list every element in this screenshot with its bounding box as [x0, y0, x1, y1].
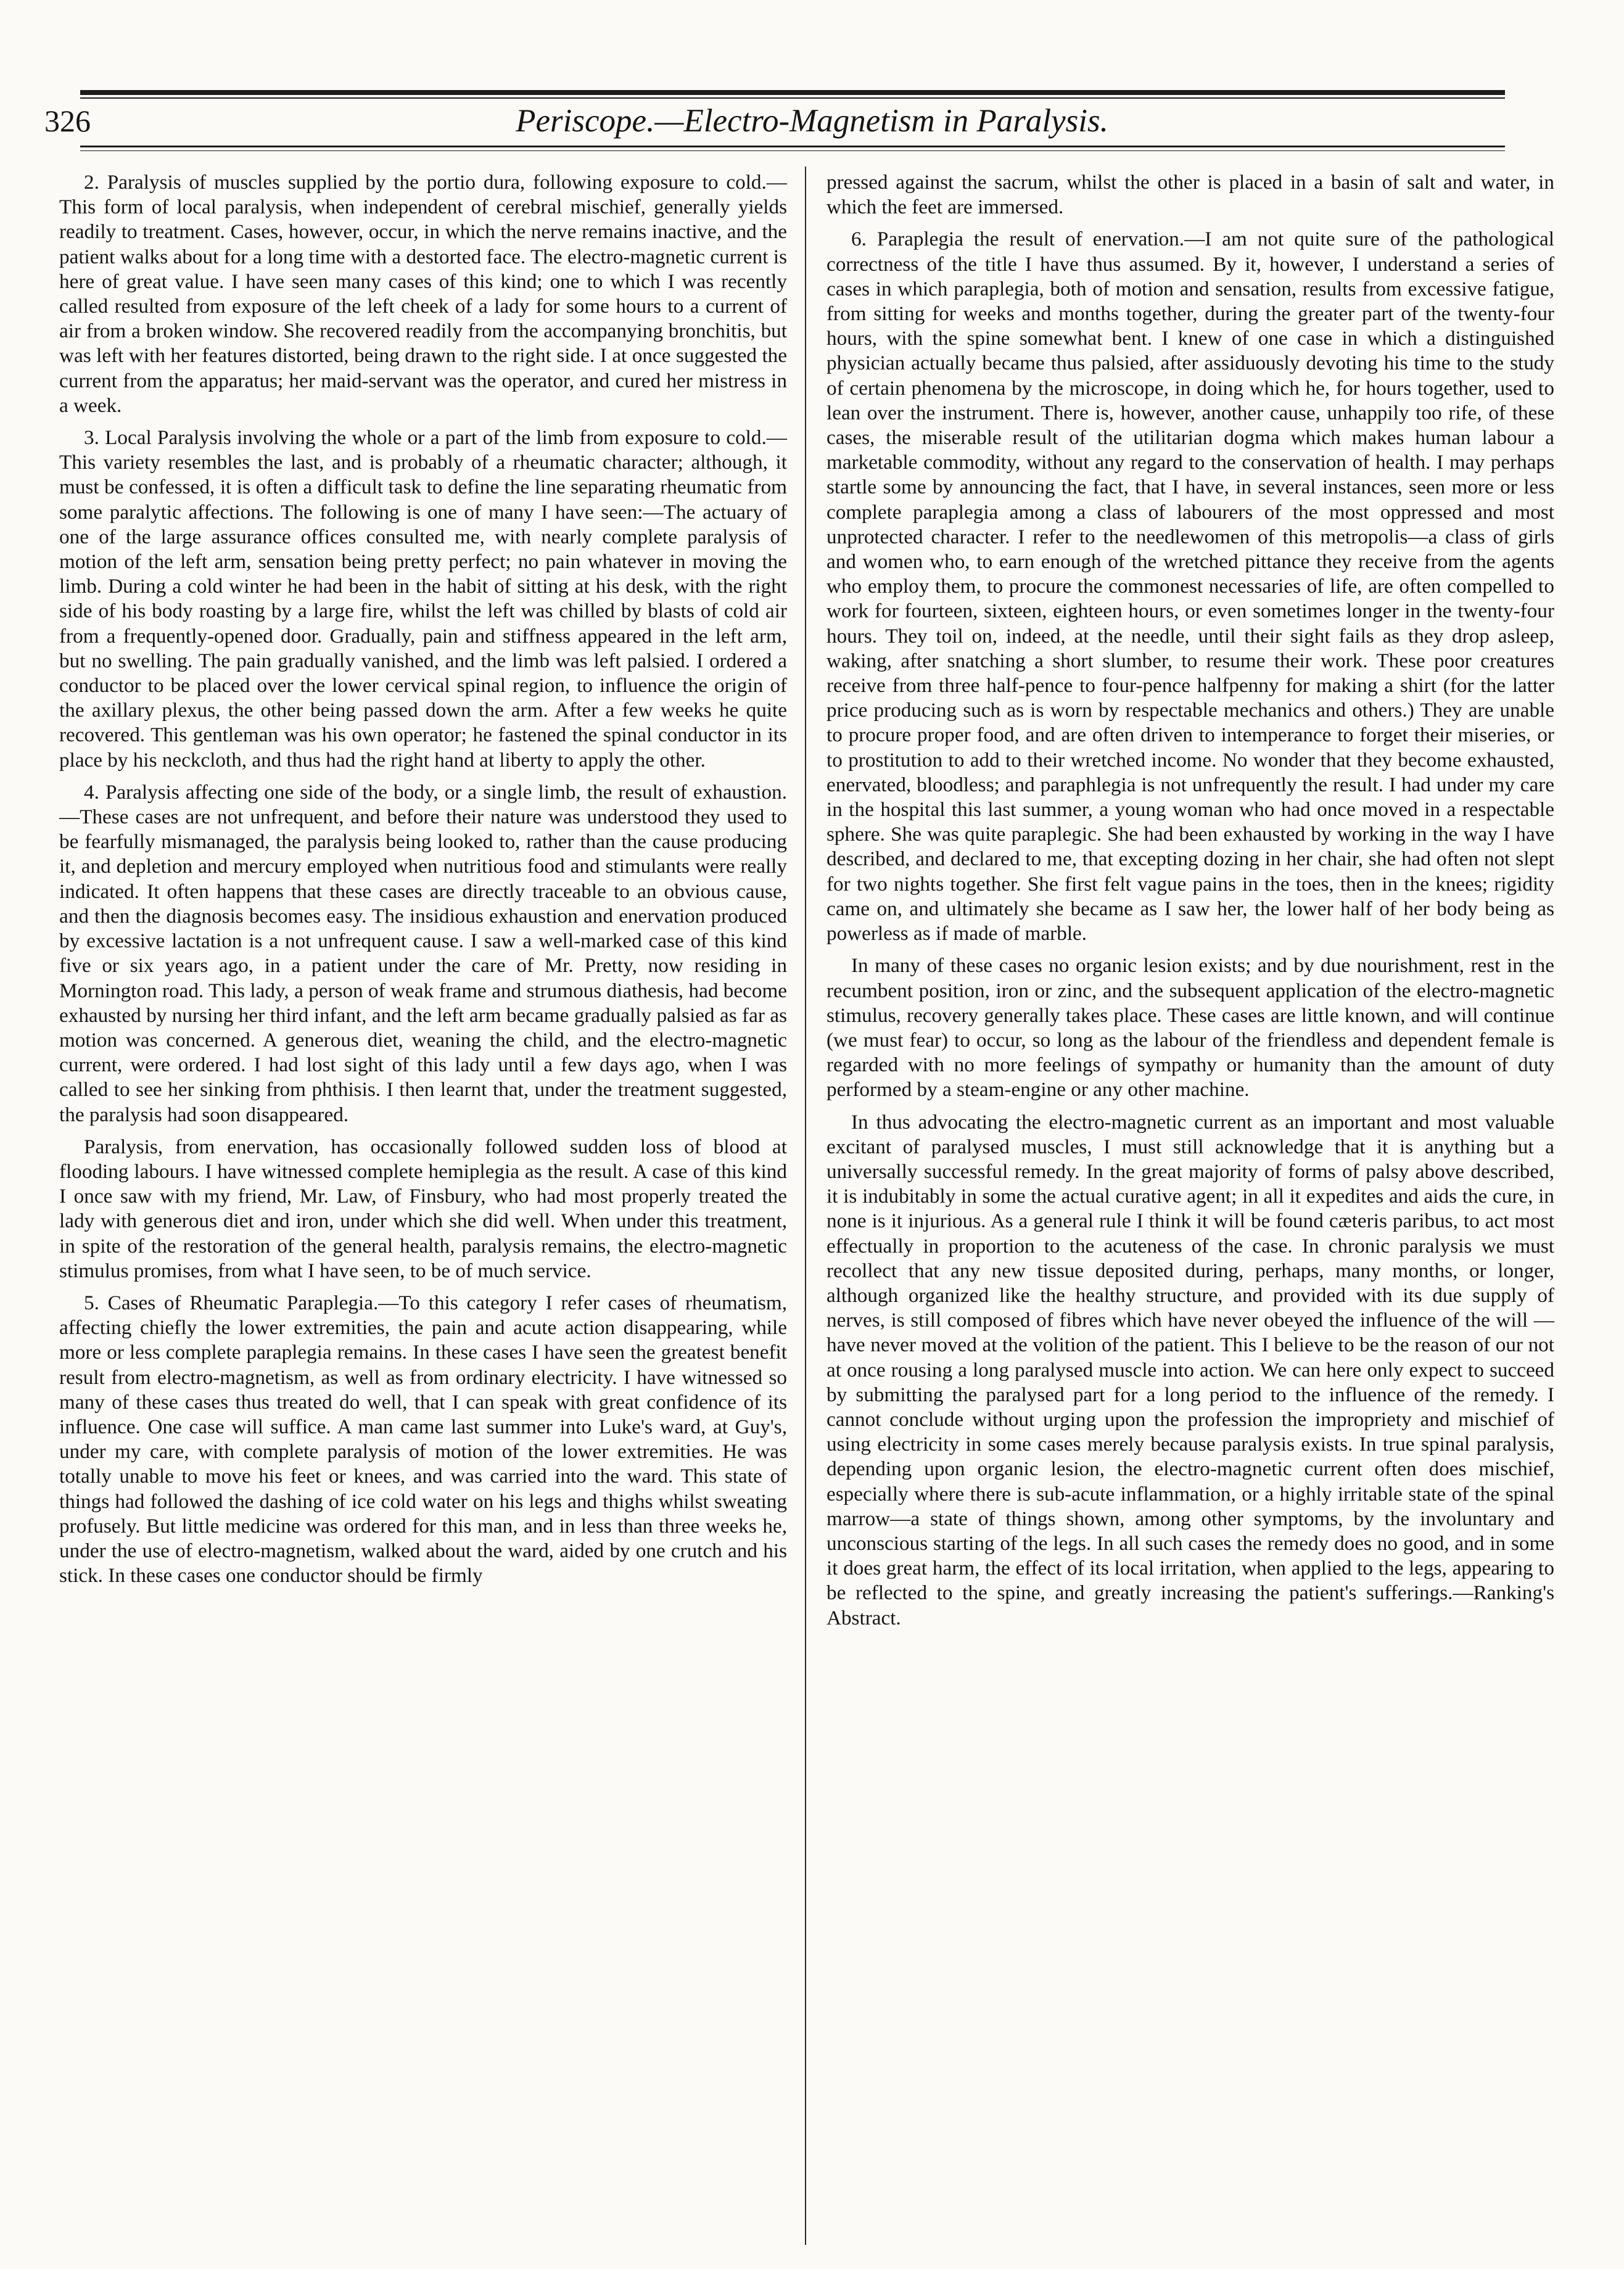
top-rule-thin	[80, 97, 1505, 99]
header-rule	[80, 146, 1505, 147]
paragraph: pressed against the sacrum, whilst the other is placed in a basin of salt and water, in which the feet are immersed.	[826, 171, 1554, 219]
column-divider	[805, 167, 806, 2245]
running-title: Periscope.—Electro-Magnetism in Paralysis.	[516, 103, 1108, 139]
header-rule-thin	[80, 150, 1505, 151]
paragraph: In thus advocating the electro-magnetic current as an important and most valuable excitant of paralysed muscles, I must still acknowledge that it is anything but a universally successful remedy. In the great majority of forms of palsy above described, it is indubitably in some the actual curative agent; in all it expedites and aids the cure, in none is it injurious. As a general rule I think it will be found cæteris paribus, to act most effectually in proportion to the acuteness of the case. In chronic paralysis we must recollect that any new tissue deposited during, perhaps, many months, or longer, although organized like the healthy structure, and provided with its due supply of nerves, is still composed of fibres which have never obeyed the influence of the will —have never moved at the volition of the patient. This I believe to be the reason of our not at once rousing a long paralysed muscle into action. We can here only expect to succeed by submitting the paralysed part for a long period to the influence of the remedy. I cannot conclude without urging upon the profession the impropriety and mischief of using electricity in some cases merely because paralysis exists. In true spinal paralysis, depending upon organic lesion, the electro-magnetic current often does mischief, especially where there is sub-acute inflammation, or a highly irritable state of the spinal marrow—a state of things shown, among other symptoms, by the involuntary and unconscious starting of the legs. In all such cases the remedy does no good, and in some it does great harm, the effect of its local irritation, when applied to the legs, appearing to be reflected to the spine, and greatly increasing the patient's sufferings.—Ranking's Abstract.	[826, 1110, 1554, 1629]
paragraph: 6. Paraplegia the result of enervation.—I am not quite sure of the pathological correctness of the title I have thus assumed. By it, however, I understand a series of cases in which paraplegia, both of motion and sensation, results from excessive fatigue, from sitting for weeks and months together, during the greater part of the twenty-four hours, with the spine somewhat bent. I knew of one case in which a distinguished physician actually became thus palsied, after assiduously devoting his time to the study of certain phenomena by the microscope, in doing which he, for hours together, used to lean over the instrument. There is, however, another cause, unhappily too rife, of these cases, the miserable result of the utilitarian dogma which makes human labour a marketable commodity, without any regard to the conservation of health. I may perhaps startle some by announcing the fact, that I have, in several instances, seen more or less complete paraplegia among a class of labourers of the most oppressed and most unprotected character. I refer to the needlewomen of this metropolis—a class of girls and women who, to earn enough of the wretched pittance they receive from the agents who employ them, to procure the commonest necessaries of life, are often compelled to work for fourteen, sixteen, eighteen hours, or even sometimes longer in the twenty-four hours. They toil on, indeed, at the needle, until their sight fails as they drop asleep, waking, after snatching a short slumber, to resume their work. These poor creatures receive from three half-pence to four-pence halfpenny for making a shirt (for the latter price producing such as is worn by respectable mechanics and others.) They are unable to procure proper food, and are often driven to intemperance to forget their miseries, or to prostitution to add to their wretched income. No wonder that they become exhausted, enervated, bloodless; and paraphlegia is not unfrequently the result. I had under my care in the hospital this last summer, a young woman who had once moved in a respectable sphere. She was quite paraplegic. She had been exhausted by working in the way I have described, and declared to me, that excepting dozing in her chair, she had often not slept for two nights together. She first felt vague pains in the toes, then in the knees; rigidity came on, and ultimately she became as I saw her, the lower half of her body being as powerless as if made of marble.	[826, 228, 1554, 945]
right-column	[826, 170, 1554, 1638]
paragraph: Paralysis, from enervation, has occasionally followed sudden loss of blood at flooding labours. I have witnessed complete hemiplegia as the result. A case of this kind I once saw with my friend, Mr. Law, of Finsbury, who had most properly treated the lady with generous diet and iron, under which she did well. When under this treatment, in spite of the restoration of the general health, paralysis remains, the electro-magnetic stimulus promises, from what I have seen, to be of much service.	[59, 1135, 787, 1282]
paragraph: In many of these cases no organic lesion exists; and by due nourishment, rest in the recumbent position, iron or zinc, and the subsequent application of the electro-magnetic stimulus, recovery generally takes place. These cases are little known, and will continue (we must fear) to occur, so long as the labour of the friendless and dependent female is regarded with no more feelings of sympathy or humanity than the amount of duty performed by a steam-engine or any other machine.	[826, 954, 1554, 1102]
paragraph: 4. Paralysis affecting one side of the body, or a single limb, the result of exhaustion.—These cases are not unfrequent, and before their nature was understood they used to be fearfully mismanaged, the paralysis being looked to, rather than the cause producing it, and depletion and mercury employed when nutritious food and stimulants were really indicated. It often happens that these cases are directly traceable to an obvious cause, and then the diagnosis becomes easy. The insidious exhaustion and enervation produced by excessive lactation is a not unfrequent cause. I saw a well-marked case of this kind five or six years ago, in a patient under the care of Mr. Pretty, now residing in Mornington road. This lady, a person of weak frame and strumous diathesis, had become exhausted by nursing her third infant, and the left arm became gradually palsied as far as motion was concerned. A generous diet, weaning the child, and the electro-magnetic current, were ordered. I had lost sight of this lady until a few days ago, when I was called to see her sinking from phthisis. I then learnt that, under the treatment suggested, the paralysis had soon disappeared.	[59, 780, 787, 1126]
paragraph: 2. Paralysis of muscles supplied by the portio dura, following exposure to cold.—This form of local paralysis, when independent of cerebral mischief, generally yields readily to treatment. Cases, however, occur, in which the nerve remains inactive, and the patient walks about for a long time with a destorted face. The electro-magnetic current is here of great value. I have seen many cases of this kind; one to which I was recently called resulted from exposure of the left cheek of a lady for some hours to a current of air from a broken window. She recovered readily from the accompanying bronchitis, but was left with her features distorted, being drawn to the right side. I at once suggested the current from the apparatus; her maid-servant was the operator, and cured her mistress in a week.	[59, 171, 787, 417]
paragraph: 5. Cases of Rheumatic Paraplegia.—To this category I refer cases of rheumatism, affecting chiefly the lower extremities, the pain and acute action disappearing, while more or less complete paraplegia remains. In these cases I have seen the greatest benefit result from electro-magnetism, as well as from ordinary electricity. I have witnessed so many of these cases thus treated do well, that I can speak with great confidence of its influence. One case will suffice. A man came last summer into Luke's ward, at Guy's, under my care, with complete paralysis of motion of the lower extremities. He was totally unable to move his feet or knees, and was carried into the ward. This state of things had followed the dashing of ice cold water on his legs and thighs whilst sweating profusely. But little medicine was ordered for this man, and in less than three weeks he, under the use of electro-magnetism, walked about the ward, aided by one crutch and his stick. In these cases one conductor should be firmly	[59, 1291, 787, 1587]
left-column	[59, 170, 787, 1596]
paragraph: 3. Local Paralysis involving the whole or a part of the limb from exposure to cold.—This variety resembles the last, and is probably of a rheumatic character; although, it must be confessed, it is often a difficult task to define the line separating rheumatic from some paralytic affections. The following is one of many I have seen:—The actuary of one of the large assurance offices consulted me, with nearly complete paralysis of motion of the left arm, sensation being pretty perfect; no pain whatever in moving the limb. During a cold winter he had been in the habit of sitting at his desk, with the right side of his body roasting by a large fire, whilst the left was chilled by blasts of cold air from a frequently-opened door. Gradually, pain and stiffness appeared in the left arm, but no swelling. The pain gradually vanished, and the limb was left palsied. I ordered a conductor to be placed over the lower cervical spinal region, to influence the origin of the axillary plexus, the other being passed down the arm. After a few weeks he quite recovered. This gentleman was his own operator; he fastened the spinal conductor in its place by his neckcloth, and thus had the right hand at liberty to apply the other.	[59, 426, 787, 772]
top-rule	[80, 90, 1505, 95]
page-number: 326	[44, 104, 91, 138]
